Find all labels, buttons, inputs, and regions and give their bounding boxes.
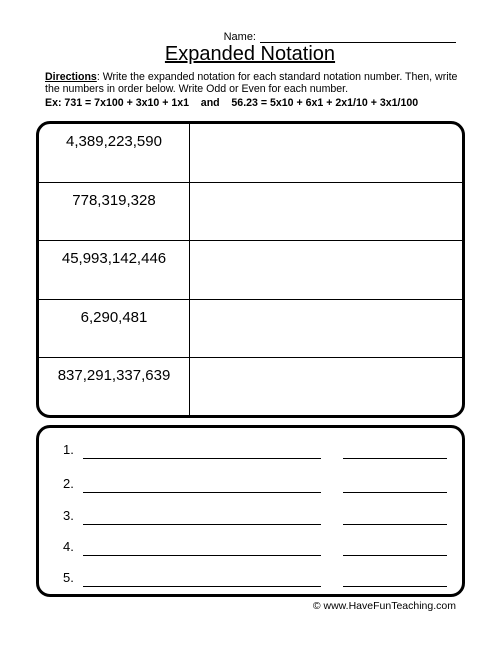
- worksheet-title: Expanded Notation: [164, 43, 336, 65]
- order-line-number: 5.: [63, 570, 74, 585]
- column-divider: [189, 241, 190, 299]
- column-divider: [189, 183, 190, 241]
- directions-label: Directions: [45, 71, 97, 83]
- number-answer-line[interactable]: [83, 524, 321, 525]
- column-divider: [189, 358, 190, 417]
- odd-even-answer-line[interactable]: [343, 492, 447, 493]
- directions: [45, 71, 460, 95]
- table-row: [39, 241, 462, 300]
- order-line: [39, 508, 462, 528]
- order-line-number: 4.: [63, 539, 74, 554]
- standard-number: 4,389,223,590: [66, 133, 162, 150]
- number-answer-line[interactable]: [83, 458, 321, 459]
- name-field[interactable]: [260, 30, 456, 43]
- order-line-number: 3.: [63, 508, 74, 523]
- standard-number: 45,993,142,446: [61, 250, 167, 268]
- name-row: [0, 27, 456, 43]
- odd-even-answer-line[interactable]: [343, 555, 447, 556]
- order-line: [39, 476, 462, 496]
- standard-number: 837,291,337,639: [57, 367, 171, 385]
- expanded-notation-table: [36, 121, 465, 418]
- number-answer-line[interactable]: [83, 586, 321, 587]
- order-line: [39, 442, 462, 462]
- example-line: Ex: 731 = 7x100 + 3x10 + 1x1 and 56.23 = 5x10 + 6x1 + 2x1/10 + 3x1/100: [45, 97, 419, 109]
- order-line-number: 2.: [63, 476, 74, 491]
- column-divider: [189, 124, 190, 182]
- number-answer-line[interactable]: [83, 555, 321, 556]
- order-line-number: 1.: [63, 442, 74, 457]
- table-row: [39, 358, 462, 417]
- table-row: [39, 300, 462, 359]
- odd-even-answer-line[interactable]: [343, 458, 447, 459]
- odd-even-answer-line[interactable]: [343, 524, 447, 525]
- table-row: [39, 124, 462, 183]
- table-row: [39, 183, 462, 242]
- odd-even-answer-line[interactable]: [343, 586, 447, 587]
- number-answer-line[interactable]: [83, 492, 321, 493]
- standard-number: 6,290,481: [80, 308, 148, 326]
- ordering-box: [36, 425, 465, 597]
- order-line: [39, 570, 462, 590]
- column-divider: [189, 300, 190, 358]
- directions-text: : Write the expanded notation for each standard notation number. Then, write the numbers in order below. Write Odd or Even for each number.: [45, 71, 458, 95]
- name-label: Name:: [223, 31, 256, 43]
- standard-number: 778,319,328: [72, 191, 156, 209]
- copyright-footer: © www.HaveFunTeaching.com: [312, 600, 456, 612]
- order-line: [39, 539, 462, 559]
